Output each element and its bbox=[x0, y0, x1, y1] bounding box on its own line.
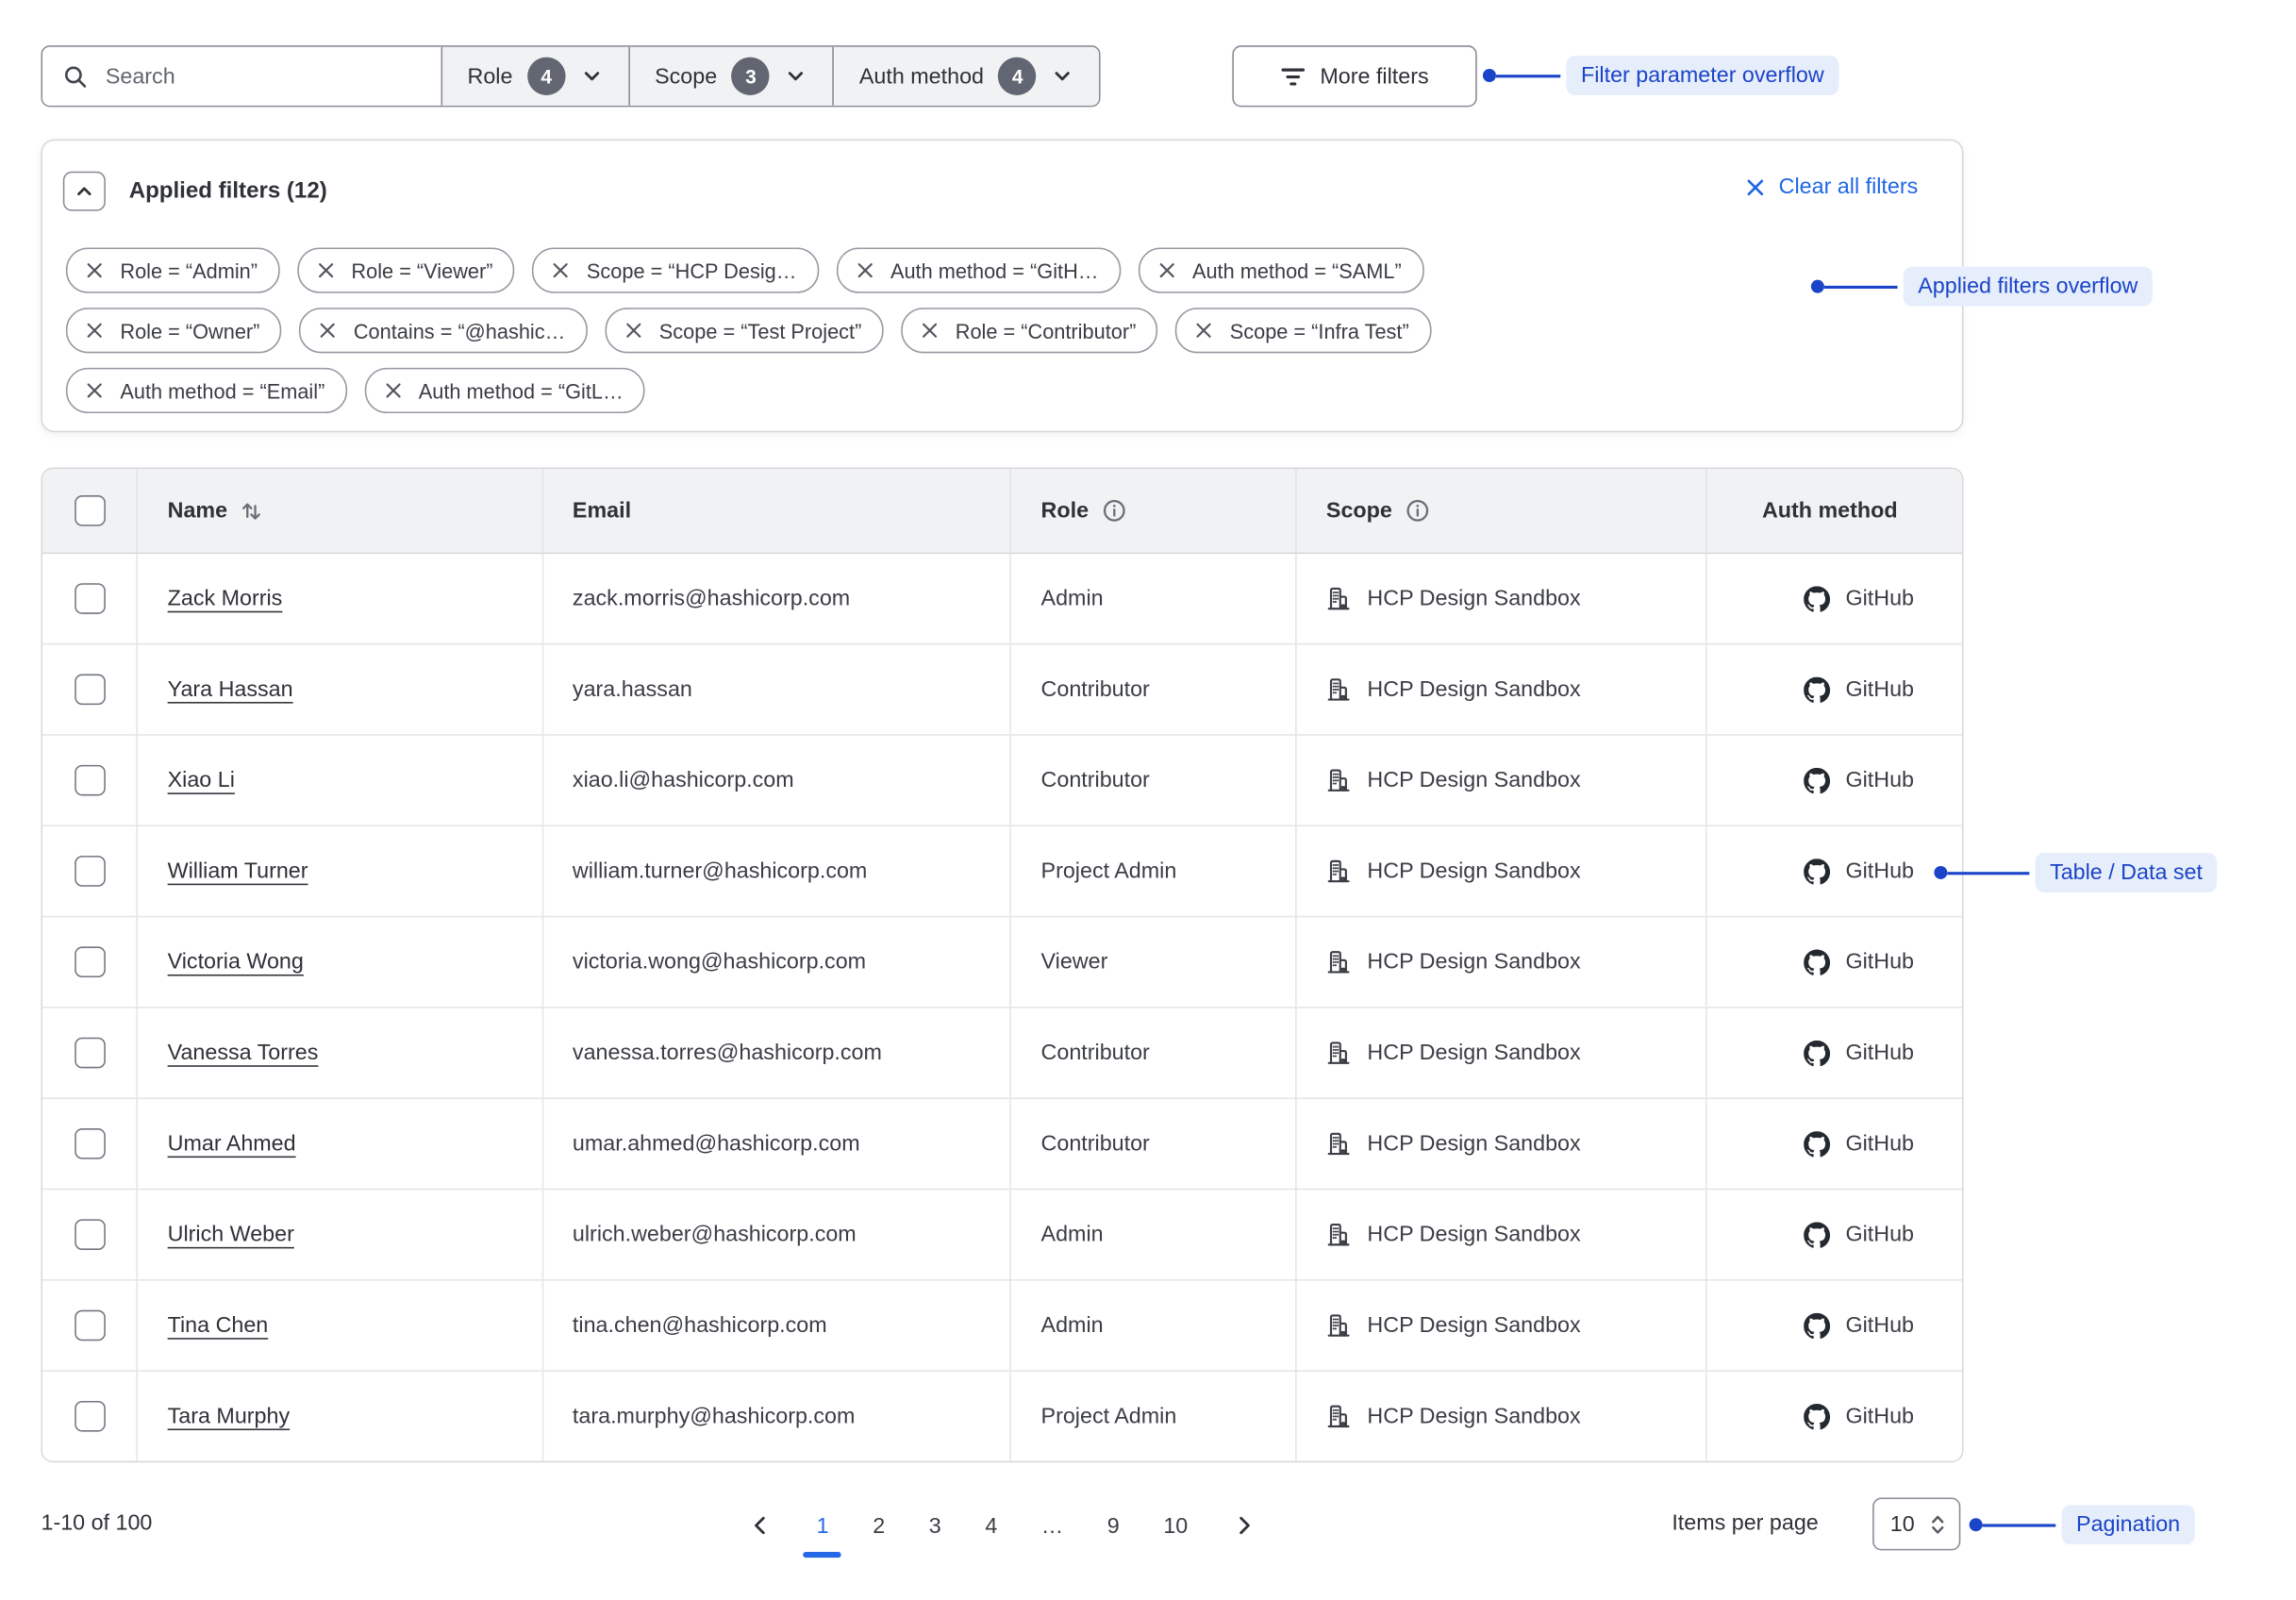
filter-chip-label: Scope = “HCP Desig… bbox=[586, 258, 797, 283]
page-button-9[interactable]: 9 bbox=[1106, 1512, 1120, 1539]
applied-filters-row-2 bbox=[66, 308, 1431, 353]
scope-filter-count-badge: 3 bbox=[732, 58, 770, 95]
user-name-link[interactable]: Zack Morris bbox=[167, 586, 283, 611]
annotation-applied-overflow bbox=[1811, 267, 2153, 307]
user-email: tara.murphy@hashicorp.com bbox=[542, 1371, 1011, 1461]
items-per-page-label: Items per page bbox=[1672, 1510, 1819, 1536]
user-role: Contributor bbox=[1011, 644, 1296, 735]
user-auth-method: GitHub bbox=[1845, 767, 1914, 793]
column-header-scope bbox=[1296, 469, 1705, 553]
user-scope: HCP Design Sandbox bbox=[1367, 586, 1581, 611]
filter-chip-label: Auth method = “SAML” bbox=[1191, 258, 1402, 283]
filter-chip-label: Auth method = “GitL… bbox=[418, 378, 624, 403]
user-scope: HCP Design Sandbox bbox=[1367, 1040, 1581, 1066]
user-email: umar.ahmed@hashicorp.com bbox=[542, 1098, 1011, 1189]
table-row bbox=[42, 1008, 1962, 1098]
filter-chip-label: Auth method = “Email” bbox=[120, 378, 325, 403]
chevron-down-icon bbox=[580, 64, 604, 88]
user-auth-method: GitHub bbox=[1845, 949, 1914, 975]
annotation-label: Filter parameter overflow bbox=[1566, 56, 1838, 95]
table-row bbox=[42, 644, 1962, 735]
page-button-2[interactable]: 2 bbox=[873, 1512, 886, 1539]
role-column-label: Role bbox=[1040, 498, 1090, 524]
organization-icon bbox=[1326, 586, 1351, 610]
github-icon bbox=[1803, 949, 1829, 975]
annotation-table-dataset bbox=[1934, 853, 2217, 892]
filter-chip bbox=[532, 248, 818, 293]
scope-filter-dropdown[interactable] bbox=[628, 47, 833, 106]
user-auth-method: GitHub bbox=[1845, 1312, 1914, 1339]
more-filters-button[interactable] bbox=[1232, 45, 1476, 107]
row-checkbox[interactable] bbox=[75, 1219, 106, 1250]
filter-chip bbox=[1138, 248, 1423, 293]
row-checkbox[interactable] bbox=[75, 765, 106, 796]
github-icon bbox=[1803, 586, 1829, 612]
filter-chip-label: Contains = “@hashic… bbox=[353, 318, 566, 342]
select-all-checkbox[interactable] bbox=[75, 495, 106, 526]
info-icon[interactable] bbox=[1102, 498, 1126, 523]
dismiss-icon[interactable] bbox=[624, 321, 643, 340]
row-checkbox[interactable] bbox=[75, 1038, 106, 1069]
user-auth-method: GitHub bbox=[1845, 586, 1914, 611]
filter-chip-label: Role = “Owner” bbox=[120, 318, 260, 342]
dismiss-icon[interactable] bbox=[85, 381, 104, 400]
row-checkbox[interactable] bbox=[75, 1401, 106, 1432]
user-scope: HCP Design Sandbox bbox=[1367, 1312, 1581, 1339]
filter-chip-label: Scope = “Infra Test” bbox=[1229, 318, 1409, 342]
user-email: ulrich.weber@hashicorp.com bbox=[542, 1190, 1011, 1280]
page-button-4[interactable]: 4 bbox=[985, 1512, 998, 1539]
filter-bar bbox=[41, 45, 1101, 107]
row-checkbox[interactable] bbox=[75, 856, 106, 887]
dismiss-icon[interactable] bbox=[920, 321, 939, 340]
column-header-email bbox=[542, 469, 1011, 553]
dismiss-icon[interactable] bbox=[552, 260, 571, 279]
user-email: yara.hassan bbox=[542, 644, 1011, 735]
dismiss-icon[interactable] bbox=[316, 260, 335, 279]
more-filters-label: More filters bbox=[1320, 63, 1429, 89]
user-email: vanessa.torres@hashicorp.com bbox=[542, 1008, 1011, 1098]
filter-icon bbox=[1280, 64, 1305, 89]
organization-icon bbox=[1326, 768, 1351, 792]
user-scope: HCP Design Sandbox bbox=[1367, 1404, 1581, 1429]
chevron-down-icon bbox=[1051, 64, 1074, 88]
annotation-line bbox=[1824, 285, 1898, 288]
applied-filters-title: Applied filters (12) bbox=[128, 177, 327, 204]
search-icon bbox=[63, 64, 88, 89]
table-header-row bbox=[42, 469, 1962, 553]
info-icon[interactable] bbox=[1406, 498, 1430, 523]
row-checkbox[interactable] bbox=[75, 583, 106, 614]
select-chevrons-icon bbox=[1928, 1511, 1947, 1536]
user-name-link[interactable]: William Turner bbox=[167, 858, 308, 884]
auth-method-filter-count-badge: 4 bbox=[999, 58, 1037, 95]
user-email: william.turner@hashicorp.com bbox=[542, 825, 1011, 916]
page-button-10[interactable]: 10 bbox=[1163, 1512, 1189, 1539]
user-auth-method: GitHub bbox=[1845, 1404, 1914, 1429]
github-icon bbox=[1803, 1222, 1829, 1248]
organization-icon bbox=[1326, 1041, 1351, 1065]
table-row bbox=[42, 1371, 1962, 1461]
github-icon bbox=[1803, 767, 1829, 793]
annotation-dot bbox=[1970, 1518, 1983, 1531]
user-scope: HCP Design Sandbox bbox=[1367, 858, 1581, 884]
user-email: victoria.wong@hashicorp.com bbox=[542, 917, 1011, 1008]
dismiss-icon[interactable] bbox=[1194, 321, 1213, 340]
table-row bbox=[42, 1190, 1962, 1280]
auth-method-column-label: Auth method bbox=[1761, 498, 1898, 524]
filter-chip bbox=[901, 308, 1157, 353]
filter-chip bbox=[836, 248, 1120, 293]
row-checkbox[interactable] bbox=[75, 946, 106, 977]
github-icon bbox=[1803, 858, 1829, 884]
dismiss-icon[interactable] bbox=[856, 260, 874, 279]
table-row bbox=[42, 735, 1962, 825]
users-table bbox=[41, 468, 1963, 1463]
table-row bbox=[42, 553, 1962, 643]
user-email: zack.morris@hashicorp.com bbox=[542, 553, 1011, 643]
name-column-label: Name bbox=[167, 498, 228, 524]
organization-icon bbox=[1326, 858, 1351, 883]
user-name-link[interactable]: Yara Hassan bbox=[167, 676, 293, 703]
user-scope: HCP Design Sandbox bbox=[1367, 949, 1581, 975]
user-scope: HCP Design Sandbox bbox=[1367, 1222, 1581, 1247]
user-role: Project Admin bbox=[1011, 825, 1296, 916]
items-per-page-value: 10 bbox=[1889, 1511, 1915, 1537]
filter-chip-label: Scope = “Test Project” bbox=[658, 318, 862, 342]
auth-method-filter-dropdown[interactable] bbox=[833, 47, 1100, 106]
column-header-role bbox=[1011, 469, 1296, 553]
filter-chip bbox=[605, 308, 883, 353]
user-scope: HCP Design Sandbox bbox=[1367, 1131, 1581, 1157]
organization-icon bbox=[1326, 950, 1351, 975]
github-icon bbox=[1803, 1130, 1829, 1157]
collapse-panel-button[interactable] bbox=[63, 172, 106, 211]
annotation-line bbox=[1496, 74, 1560, 76]
pages-ellipsis: … bbox=[1040, 1512, 1064, 1539]
filter-chip bbox=[66, 368, 347, 413]
dismiss-icon[interactable] bbox=[319, 321, 338, 340]
annotation-filter-overflow bbox=[1483, 56, 1838, 95]
row-checkbox[interactable] bbox=[75, 1128, 106, 1159]
sort-icon[interactable] bbox=[241, 499, 262, 523]
email-column-label: Email bbox=[572, 498, 632, 524]
role-filter-count-badge: 4 bbox=[527, 58, 565, 95]
user-role: Contributor bbox=[1011, 735, 1296, 825]
annotation-label: Applied filters overflow bbox=[1904, 267, 2153, 307]
user-role: Contributor bbox=[1011, 1098, 1296, 1189]
filter-chip-label: Role = “Contributor” bbox=[955, 318, 1137, 342]
annotation-label: Pagination bbox=[2061, 1505, 2194, 1544]
table-row bbox=[42, 917, 1962, 1008]
organization-icon bbox=[1326, 677, 1351, 702]
column-header-name[interactable] bbox=[138, 469, 542, 553]
user-role: Admin bbox=[1011, 1280, 1296, 1371]
organization-icon bbox=[1326, 1131, 1351, 1156]
github-icon bbox=[1803, 1403, 1829, 1429]
row-checkbox[interactable] bbox=[75, 1310, 106, 1342]
annotation-dot bbox=[1811, 280, 1824, 293]
column-header-auth-method bbox=[1705, 469, 1962, 553]
clear-all-filters-label: Clear all filters bbox=[1778, 174, 1919, 200]
table-row bbox=[42, 1098, 1962, 1189]
filter-chip bbox=[66, 248, 279, 293]
filter-chip-label: Auth method = “GitH… bbox=[890, 258, 1099, 283]
user-name-link[interactable]: Victoria Wong bbox=[167, 949, 304, 975]
results-range: 1-10 of 100 bbox=[41, 1510, 153, 1536]
annotation-dot bbox=[1934, 866, 1947, 879]
user-scope: HCP Design Sandbox bbox=[1367, 676, 1581, 703]
annotation-line bbox=[1947, 871, 2029, 874]
organization-icon bbox=[1326, 1404, 1351, 1428]
user-scope: HCP Design Sandbox bbox=[1367, 767, 1581, 793]
clear-all-filters-link[interactable] bbox=[1745, 175, 1918, 199]
user-auth-method: GitHub bbox=[1845, 858, 1914, 884]
github-icon bbox=[1803, 676, 1829, 703]
annotation-pagination bbox=[1970, 1505, 2195, 1544]
user-role: Viewer bbox=[1011, 917, 1296, 1008]
user-auth-method: GitHub bbox=[1845, 1040, 1914, 1066]
search-field[interactable] bbox=[42, 47, 441, 106]
next-page-button[interactable] bbox=[1232, 1514, 1256, 1538]
filter-chip bbox=[1175, 308, 1431, 353]
applied-filters-row-3 bbox=[66, 368, 645, 413]
role-filter-dropdown[interactable] bbox=[441, 47, 629, 106]
user-email: xiao.li@hashicorp.com bbox=[542, 735, 1011, 825]
filter-chip-label: Role = “Admin” bbox=[120, 258, 258, 283]
scope-filter-label: Scope bbox=[655, 63, 718, 89]
user-name-link[interactable]: Tina Chen bbox=[167, 1312, 269, 1339]
row-checkbox[interactable] bbox=[75, 675, 106, 706]
role-filter-label: Role bbox=[467, 63, 513, 89]
annotation-dot bbox=[1483, 69, 1496, 82]
user-role: Project Admin bbox=[1011, 1371, 1296, 1461]
user-name-link[interactable]: Tara Murphy bbox=[167, 1404, 291, 1429]
user-auth-method: GitHub bbox=[1845, 1131, 1914, 1157]
search-input[interactable] bbox=[103, 62, 402, 91]
previous-page-button[interactable] bbox=[749, 1514, 773, 1538]
filter-chip bbox=[299, 308, 587, 353]
user-name-link[interactable]: Umar Ahmed bbox=[167, 1131, 296, 1157]
auth-method-filter-label: Auth method bbox=[858, 63, 984, 89]
github-icon bbox=[1803, 1312, 1829, 1339]
user-auth-method: GitHub bbox=[1845, 676, 1914, 703]
dismiss-icon[interactable] bbox=[85, 260, 104, 279]
page-button-3[interactable]: 3 bbox=[928, 1512, 941, 1539]
user-name-link[interactable]: Xiao Li bbox=[167, 767, 235, 793]
organization-icon bbox=[1326, 1313, 1351, 1338]
scope-column-label: Scope bbox=[1325, 498, 1392, 524]
applied-filters-panel bbox=[41, 140, 1963, 433]
user-role: Admin bbox=[1011, 1190, 1296, 1280]
page-button-1[interactable]: 1 bbox=[816, 1512, 829, 1539]
dismiss-icon[interactable] bbox=[1157, 260, 1176, 279]
chevron-down-icon bbox=[785, 64, 808, 88]
table-row bbox=[42, 825, 1962, 916]
organization-icon bbox=[1326, 1222, 1351, 1246]
dismiss-icon[interactable] bbox=[85, 321, 104, 340]
github-icon bbox=[1803, 1040, 1829, 1066]
applied-filters-row-1 bbox=[66, 248, 1423, 293]
annotation-label: Table / Data set bbox=[2036, 853, 2218, 892]
user-name-link[interactable]: Ulrich Weber bbox=[167, 1222, 294, 1247]
dismiss-icon[interactable] bbox=[383, 381, 402, 400]
clear-icon bbox=[1745, 176, 1766, 197]
filter-chip bbox=[297, 248, 515, 293]
annotation-line bbox=[1983, 1524, 2056, 1526]
user-role: Contributor bbox=[1011, 1008, 1296, 1098]
user-name-link[interactable]: Vanessa Torres bbox=[167, 1040, 319, 1066]
user-auth-method: GitHub bbox=[1845, 1222, 1914, 1247]
user-email: tina.chen@hashicorp.com bbox=[542, 1280, 1011, 1371]
items-per-page-select[interactable] bbox=[1872, 1497, 1960, 1550]
table-row bbox=[42, 1280, 1962, 1371]
filter-chip bbox=[66, 308, 282, 353]
filter-chip-label: Role = “Viewer” bbox=[351, 258, 493, 283]
filter-chip bbox=[364, 368, 645, 413]
user-role: Admin bbox=[1011, 553, 1296, 643]
